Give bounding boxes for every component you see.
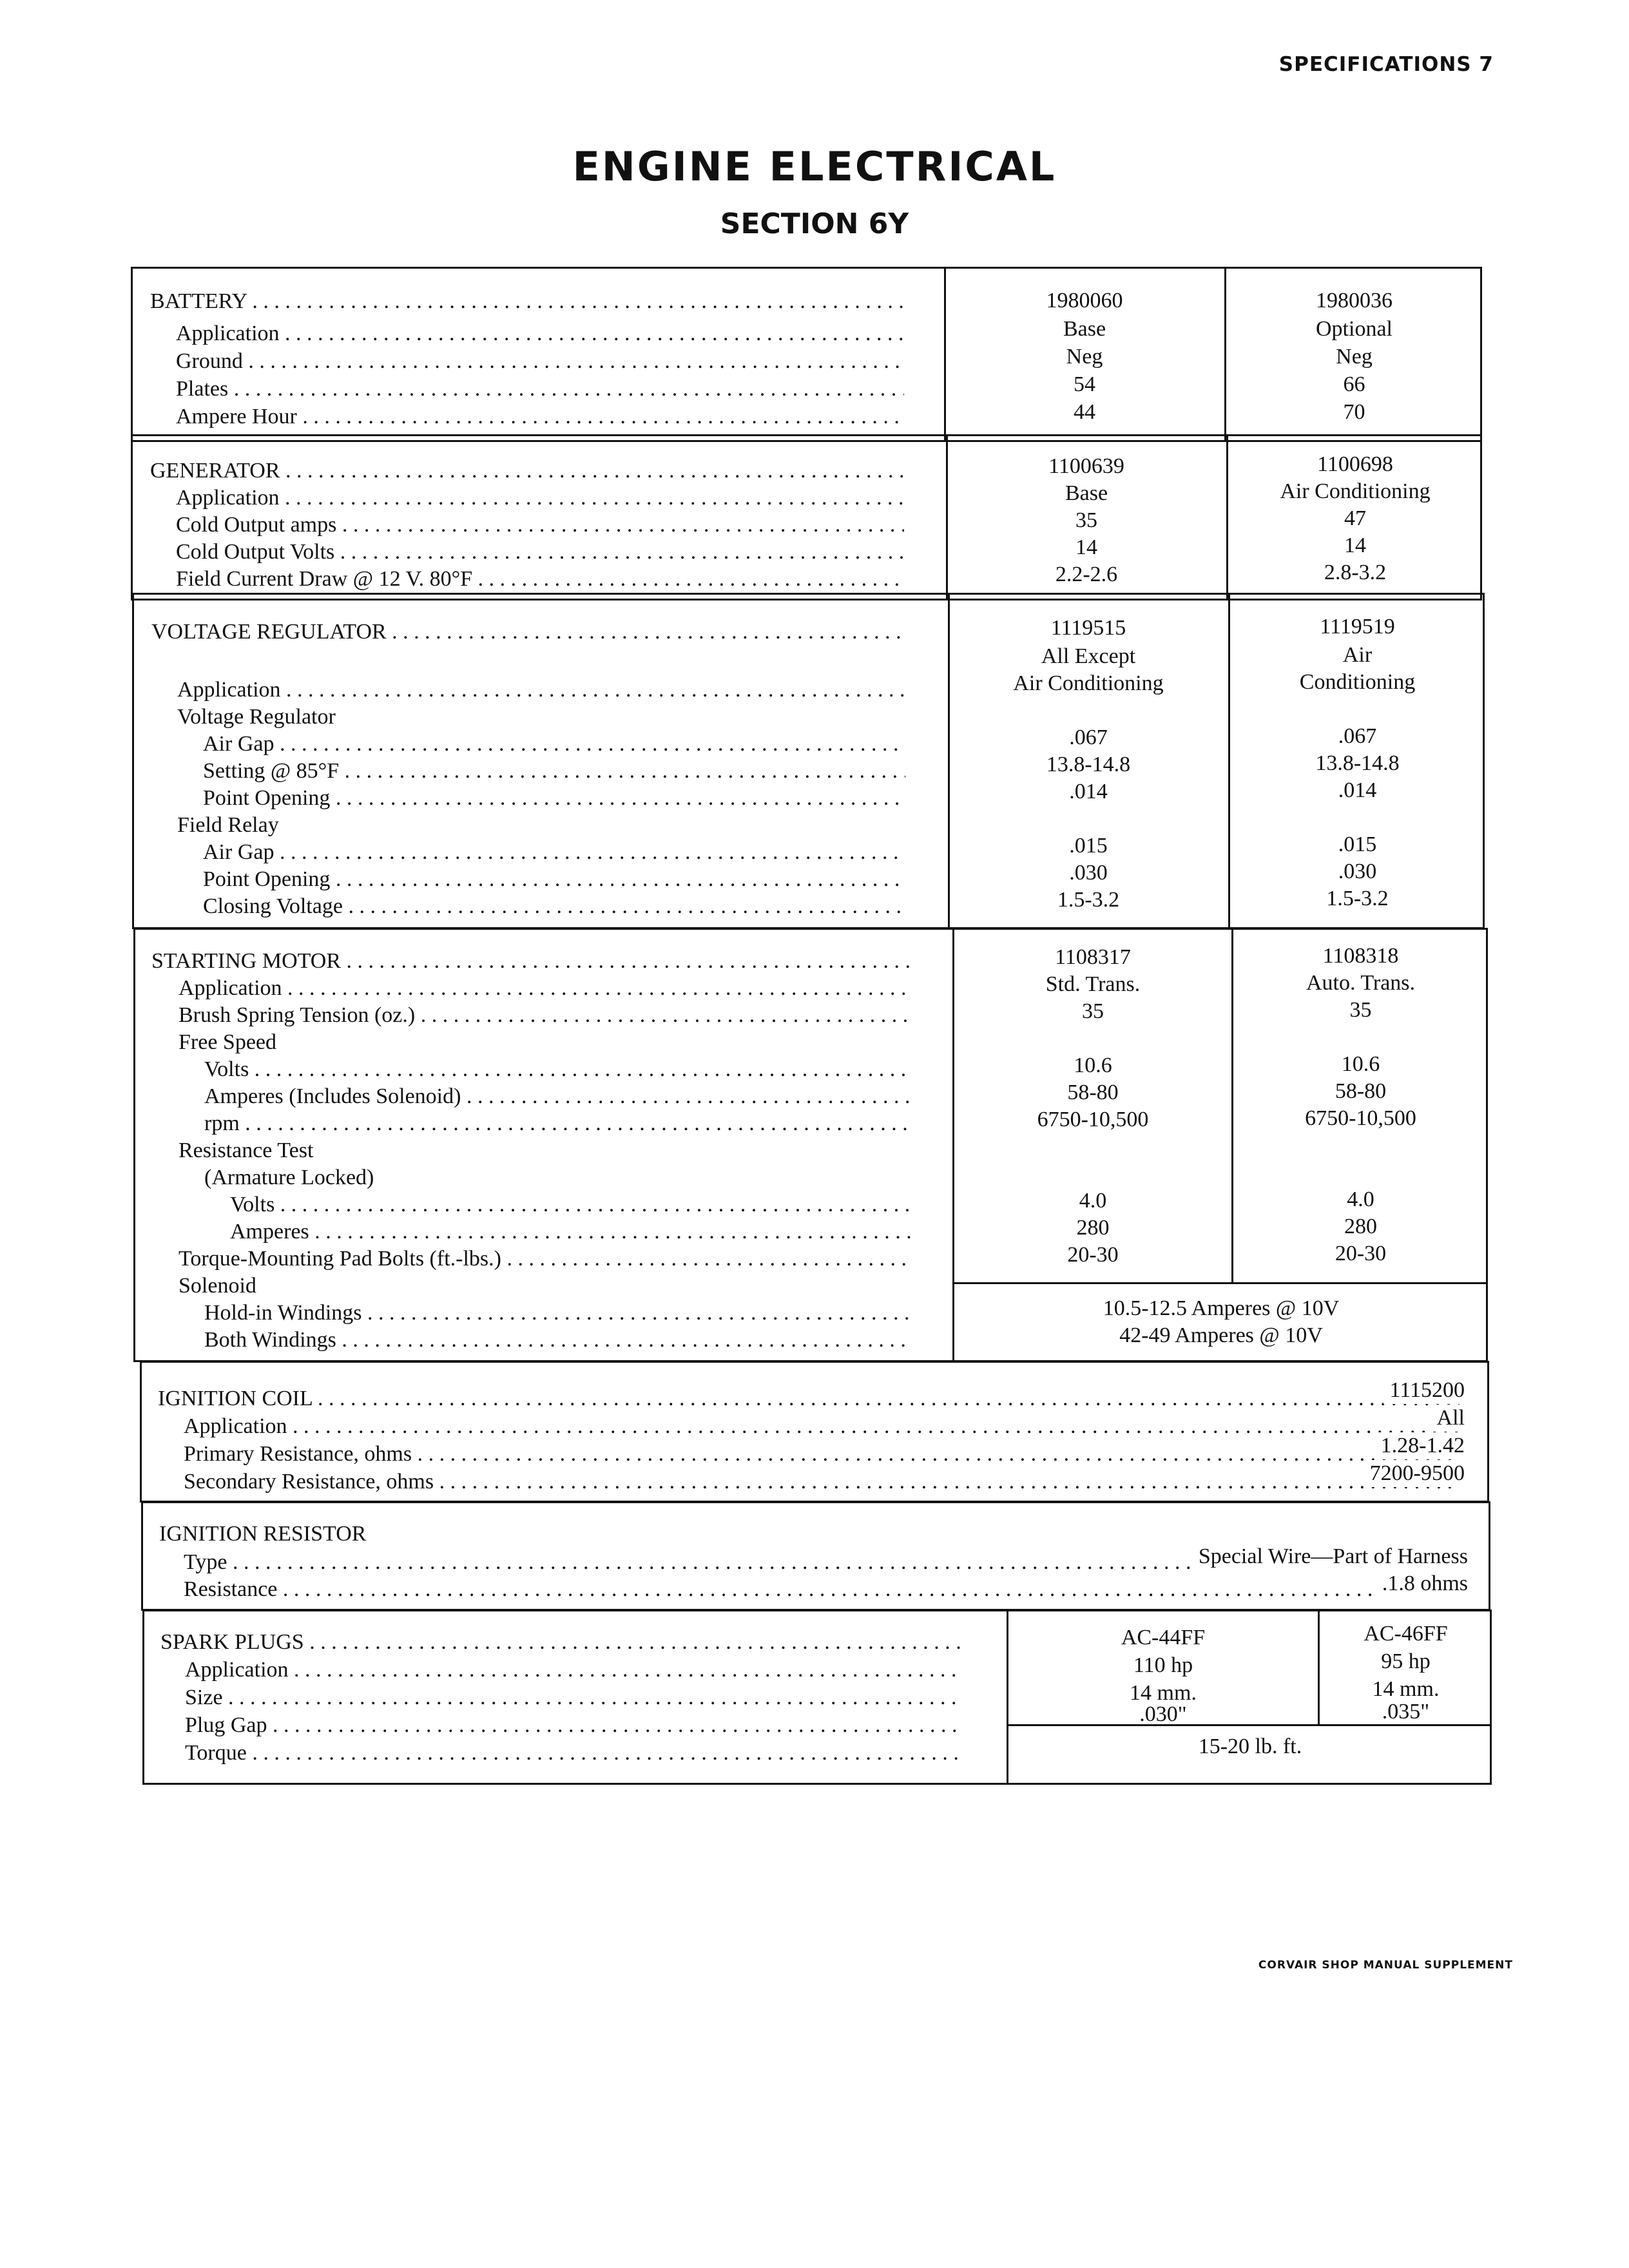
resistor-resistance-value: .1.8 ohms [1376, 1570, 1468, 1597]
page-footer: CORVAIR SHOP MANUAL SUPPLEMENT [1258, 1959, 1513, 1972]
starter-free-speed-label: Free Speed [178, 1030, 277, 1054]
coil-secondary-label: Secondary Resistance, ohms . . . [184, 1468, 1460, 1495]
generator-field-current-label: Field Current Draw @ 12 V. 80°F . . . [176, 566, 904, 593]
starter-torque-label: Torque-Mounting Pad Bolts (ft.-lbs.) . . . [178, 1245, 912, 1273]
starter-col2-application: Auto. Trans. [1306, 971, 1416, 995]
free-speed-rpm-label: rpm . . . [204, 1110, 912, 1137]
generator-application-label: Application . . . [176, 485, 904, 512]
generator-col2-field-current: 2.8-3.2 [1324, 561, 1387, 584]
starter-col1-locked-amperes: 280 [1076, 1216, 1110, 1240]
solenoid-both-label: Both Windings . . . [204, 1327, 912, 1354]
free-speed-amperes-label: Amperes (Includes Solenoid) . . . [204, 1083, 912, 1110]
spark-col1-gap: .030" [1139, 1702, 1187, 1726]
battery-heading: BATTERY . . . [150, 288, 904, 315]
battery-col2-ampere-hour: 70 [1343, 400, 1365, 424]
coil-model-value: 1115200 [1383, 1377, 1465, 1404]
page-header: SPECIFICATIONS 7 [1278, 53, 1494, 76]
generator-col2-model: 1100698 [1317, 452, 1393, 476]
battery-col1-model: 1980060 [1046, 289, 1123, 312]
starter-col2-free-amperes: 58-80 [1335, 1079, 1387, 1103]
starter-col1-free-volts: 10.6 [1074, 1053, 1112, 1077]
starter-col1-model: 1108317 [1055, 945, 1131, 969]
starter-application-label: Application . . . [178, 975, 912, 1002]
battery-col1-application: Base [1063, 317, 1106, 341]
spark-col1-model: AC-44FF [1121, 1626, 1206, 1649]
battery-col1-plates: 54 [1074, 372, 1095, 396]
battery-ampere-hour-label: Ampere Hour . . . [176, 403, 904, 430]
starter-armature-locked-label: (Armature Locked) [204, 1166, 374, 1189]
spark-application-label: Application . . . [185, 1657, 963, 1684]
coil-secondary-value: 7200-9500 [1364, 1460, 1465, 1487]
relay-col1-air-gap: .015 [1069, 834, 1108, 858]
spark-col1-size: 14 mm. [1130, 1681, 1197, 1705]
generator-cold-output-amps-label: Cold Output amps . . . [176, 512, 904, 539]
generator-heading: GENERATOR . . . [150, 457, 904, 485]
regulator-col2-setting: 13.8-14.8 [1315, 751, 1400, 775]
battery-col1-ground: Neg [1066, 345, 1103, 369]
regulator-air-gap-label: Air Gap . . . [203, 731, 905, 758]
spark-col2-model: AC-46FF [1364, 1622, 1448, 1646]
relay-col1-closing-voltage: 1.5-3.2 [1057, 888, 1120, 912]
starter-heading: STARTING MOTOR . . . [151, 948, 912, 975]
regulator-application-label: Application . . . [177, 677, 905, 704]
battery-col2-ground: Neg [1336, 345, 1373, 369]
coil-application-value: All [1431, 1405, 1465, 1432]
relay-point-opening-label: Point Opening . . . [203, 866, 905, 893]
spark-col2-size: 14 mm. [1372, 1677, 1440, 1701]
regulator-col1-air-gap: .067 [1069, 726, 1108, 749]
regulator-col1-app-line1: All Except [1041, 644, 1136, 668]
coil-primary-label: Primary Resistance, ohms . . . [184, 1441, 1460, 1468]
starter-col2-model: 1108318 [1322, 944, 1399, 968]
starter-col2-locked-volts: 4.0 [1347, 1187, 1374, 1211]
relay-col2-air-gap: .015 [1338, 832, 1377, 856]
regulator-voltage-regulator-label: Voltage Regulator [177, 705, 336, 729]
regulator-heading: VOLTAGE REGULATOR . . . [151, 619, 905, 646]
spark-torque-value: 15-20 lb. ft. [1198, 1735, 1302, 1758]
starter-col2-locked-amperes: 280 [1344, 1215, 1377, 1238]
coil-primary-value: 1.28-1.42 [1374, 1432, 1465, 1459]
resistance-volts-label: Volts . . . [230, 1191, 912, 1218]
regulator-col1-app-line2: Air Conditioning [1013, 671, 1164, 695]
regulator-field-relay-label: Field Relay [177, 813, 279, 837]
generator-cold-output-volts-label: Cold Output Volts . . . [176, 539, 904, 566]
spark-col1-application: 110 hp [1133, 1653, 1193, 1677]
starter-solenoid-label: Solenoid [178, 1274, 256, 1298]
starter-resistance-test-label: Resistance Test [178, 1139, 314, 1162]
resistor-type-value: Special Wire—Part of Harness [1192, 1543, 1468, 1570]
regulator-col1-setting: 13.8-14.8 [1046, 753, 1131, 776]
solenoid-hold-in-value: 10.5-12.5 Amperes @ 10V [1103, 1296, 1340, 1320]
battery-plates-label: Plates . . . [176, 376, 904, 403]
generator-col1-amps: 35 [1075, 508, 1097, 532]
regulator-col2-model: 1119519 [1320, 615, 1395, 639]
solenoid-both-value: 42-49 Amperes @ 10V [1119, 1323, 1323, 1347]
regulator-setting-label: Setting @ 85°F . . . [203, 758, 905, 785]
starter-col2-brush-spring: 35 [1349, 998, 1372, 1022]
starter-col1-brush-spring: 35 [1082, 999, 1104, 1023]
starter-col1-locked-volts: 4.0 [1079, 1189, 1107, 1213]
regulator-point-opening-label: Point Opening . . . [203, 785, 905, 812]
resistor-heading: IGNITION RESISTOR [159, 1522, 367, 1546]
coil-application-label: Application . . . [184, 1413, 1460, 1440]
relay-col1-point-opening: .030 [1069, 861, 1108, 885]
spark-size-label: Size . . . [185, 1684, 963, 1711]
starter-col1-rpm: 6750-10,500 [1037, 1108, 1149, 1131]
battery-col2-application: Optional [1316, 317, 1393, 341]
page-title: ENGINE ELECTRICAL [572, 143, 1057, 190]
free-speed-volts-label: Volts . . . [204, 1056, 912, 1083]
generator-col1-model: 1100639 [1048, 454, 1124, 478]
resistance-amperes-label: Amperes . . . [230, 1218, 912, 1245]
starter-col2-free-volts: 10.6 [1341, 1052, 1380, 1076]
spark-col2-gap: .035" [1382, 1700, 1430, 1724]
regulator-col1-model: 1119515 [1050, 616, 1126, 640]
regulator-col2-app-line2: Conditioning [1299, 670, 1416, 694]
starter-col1-torque: 20-30 [1067, 1243, 1119, 1267]
regulator-col1-point-opening: .014 [1069, 780, 1108, 803]
regulator-col2-point-opening: .014 [1338, 778, 1377, 802]
solenoid-hold-in-label: Hold-in Windings . . . [204, 1300, 912, 1327]
regulator-col2-air-gap: .067 [1338, 724, 1377, 748]
spark-heading: SPARK PLUGS . . . [160, 1629, 963, 1656]
spark-torque-label: Torque . . . [185, 1740, 963, 1767]
resistor-type-label: Type . . . [184, 1549, 1460, 1576]
regulator-col2-app-line1: Air [1342, 643, 1373, 667]
spark-plug-gap-label: Plug Gap . . . [185, 1712, 963, 1739]
starter-col2-torque: 20-30 [1335, 1242, 1387, 1265]
generator-col2-application: Air Conditioning [1280, 479, 1431, 503]
battery-ground-label: Ground . . . [176, 348, 904, 375]
relay-air-gap-label: Air Gap . . . [203, 839, 905, 866]
generator-col1-volts: 14 [1075, 535, 1097, 559]
battery-application-label: Application . . . [176, 320, 904, 347]
relay-col2-closing-voltage: 1.5-3.2 [1326, 887, 1389, 910]
starter-col2-rpm: 6750-10,500 [1305, 1106, 1416, 1130]
resistor-resistance-label: Resistance . . . [184, 1576, 1460, 1603]
page-subtitle: SECTION 6Y [720, 207, 909, 240]
generator-col2-amps: 47 [1344, 506, 1366, 530]
starter-col1-application: Std. Trans. [1045, 972, 1141, 996]
generator-col1-application: Base [1065, 481, 1108, 505]
generator-col1-field-current: 2.2-2.6 [1055, 562, 1118, 586]
relay-col2-point-opening: .030 [1338, 860, 1377, 883]
battery-col2-plates: 66 [1343, 372, 1365, 396]
battery-col2-model: 1980036 [1316, 289, 1393, 312]
coil-heading: IGNITION COIL . . . [158, 1385, 1460, 1412]
starter-brush-spring-label: Brush Spring Tension (oz.) . . . [178, 1002, 912, 1029]
generator-col2-volts: 14 [1344, 533, 1366, 557]
battery-col1-ampere-hour: 44 [1074, 400, 1095, 424]
relay-closing-voltage-label: Closing Voltage . . . [203, 893, 905, 920]
starter-col1-free-amperes: 58-80 [1067, 1081, 1119, 1104]
spark-col2-application: 95 hp [1381, 1649, 1431, 1673]
